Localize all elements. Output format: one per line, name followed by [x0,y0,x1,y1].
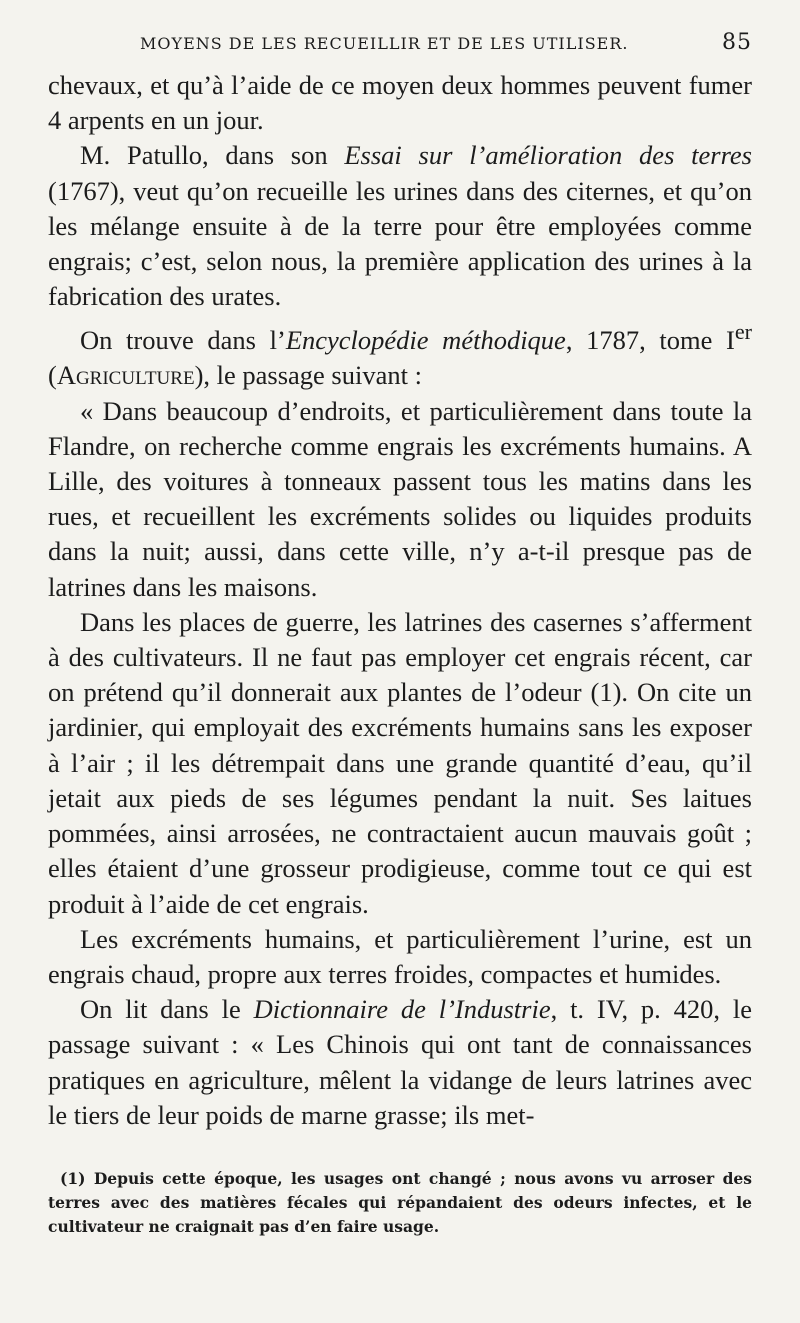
text-run: On lit dans le [80,994,254,1025]
italic-title: Encyclopédie méthodique [285,325,566,356]
footnotes [48,1167,752,1239]
paragraph-5 [48,605,752,922]
italic-title: Dictionnaire de l’Industrie [253,994,551,1025]
text-run: , t. IV, p. 420, le passage suivant : « Les Chinois qui ont tant de connaissances pratiques en agriculture, mêlent la vidange de leurs latrines avec le tiers de leur poids de marne grasse; ils met- [48,994,752,1130]
text-run: ), le passage suivant : [194,360,422,391]
text-run: ( [48,360,57,391]
text-run: , 1787, tome I [565,325,735,356]
text-run: On trouve dans l’ [80,325,286,356]
small-caps-term: Agriculture [56,360,195,391]
text-run: (1767), veut qu’on recueille les urines dans des citernes, et qu’on les mélange ensuite à de la terre pour être employées comme engrais; c’est, selon nous, la première application des urines à la fabrication des urates. [48,175,752,312]
text-run: Dans les places de guerre, les latrines des casernes s’afferment à des cultivateurs. Il ne faut pas employer cet engrais récent, car on prétend qu’il donnerait aux plantes de l’odeur (1). On cite un jardinier, qui employait des excréments humains sans les exposer à l’air ; il les détrempait dans une grande quantité d’eau, qu’il jetait aux pieds de ses légumes pendant la nuit. Ses laitues pommées, ainsi arrosées, ne contractaient aucun mauvais goût ; elles étaient d’une grosseur prodigieuse, comme tout ce qui est produit à l’aide de cet engrais. [48,606,752,919]
paragraph-4 [48,394,752,605]
text-run: M. Patullo, dans son [80,140,345,171]
paragraph-2 [48,138,752,314]
superscript: er [734,319,753,345]
text-run: « Dans beaucoup d’endroits, et particulièrement dans toute la Flandre, on recherche comme engrais les excréments humains. A Lille, des voitures à tonneaux passent tous les matins dans les rues, et recueillent les excréments solides ou liquides produits dans la nuit; aussi, dans cette ville, n’y a-t-il presque pas de latrines dans les maisons. [48,395,752,602]
paragraph-3 [48,314,752,393]
body-text [48,68,752,1133]
text-run: chevaux, et qu’à l’aide de ce moyen deux hommes peuvent fumer 4 arpents en un jour. [48,70,752,136]
running-title: MOYENS DE LES RECUEILLIR ET DE LES UTILISER. [140,34,629,53]
paragraph-7 [48,992,752,1133]
page-header [48,30,752,60]
page-number: 85 [722,30,752,55]
paragraph-6 [48,922,752,992]
italic-title: Essai sur l’amélioration des terres [344,140,752,171]
footnote-1: (1) Depuis cette époque, les usages ont changé ; nous avons vu arroser des terres avec des matières fécales qui répandaient des odeurs infectes, et le cultivateur ne craignait pas d’en faire usage. [48,1168,752,1236]
text-run: Les excréments humains, et particulièrement l’urine, est un engrais chaud, propre aux terres froides, compactes et humides. [48,923,752,989]
paragraph-1 [48,68,752,138]
